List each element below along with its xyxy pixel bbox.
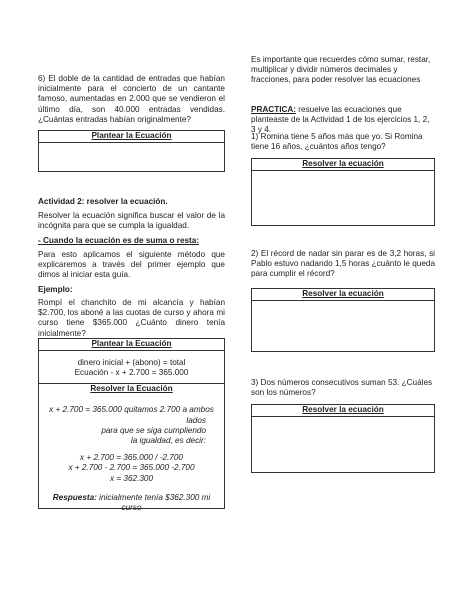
example-answer-label: Respuesta: [52, 492, 97, 502]
question-1: 1) Romina tiene 5 años más que yo. Si Romina tiene 16 años, ¿cuántos años tengo? [251, 132, 423, 152]
resolver-box-3-header: Resolver la ecuación [252, 405, 434, 417]
activity-2-title: Actividad 2: resolver la ecuación. [38, 197, 168, 206]
resolver-box-2 [251, 288, 435, 352]
example-eq-line1: dinero inicial + (abono) = total [77, 358, 186, 367]
sum-rest-subheading: - Cuando la ecuación es de suma o resta: [38, 236, 200, 245]
practica-body: resuelve las ecuaciones que planteaste de la Actividad 1 de los ejercicios 1, 2, 3 y 4. [251, 105, 430, 135]
example-step-3: para que se siga cumpliendo [101, 425, 206, 435]
resolver-box-1-header: Resolver la ecuación [252, 159, 434, 171]
question-3: 3) Dos números consecutivos suman 53. ¿Cuáles son los números? [251, 378, 433, 398]
example-step-4: la igualdad, es decir: [130, 436, 206, 446]
example-eq-line2: Ecuación - x + 2.700 = 365.000 [74, 368, 189, 378]
example-step-5: x + 2.700 = 365.000 / -2.700 [80, 453, 183, 463]
example-answer-text: inicialmente tenía $362.300 mi curso [96, 492, 211, 513]
example-plantear-header: Plantear la Ecuación [39, 339, 224, 351]
plantear-box-1-header: Plantear la Ecuación [39, 131, 224, 143]
plantear-box-1 [38, 130, 225, 172]
resolver-box-3 [251, 404, 435, 473]
question-2: 2) El récord de nadar sin parar es de 3,2 horas, si Pablo estuvo nadando 1,5 horas ¿cuánto le queda para cumplir el récord? [251, 249, 435, 279]
resolver-box-2-header: Resolver la ecuación [252, 289, 434, 301]
intro-text: Es importante que recuerdes cómo sumar, restar, multiplicar y dividir números decimales y fracciones, para poder resolver las ecuaciones [251, 55, 431, 85]
example-step-2: lados [186, 415, 206, 425]
example-label: Ejemplo: [38, 285, 73, 294]
example-text: Rompí el chanchito de mi alcancía y habían $2.700, los aboné a las cuotas de curso y ahora mi curso tiene $365.000 ¿Cuánto dinero tenía inicialmente? [38, 298, 225, 338]
example-step-7: x = 362.300 [109, 473, 154, 483]
example-answer [45, 493, 218, 513]
example-box [38, 338, 225, 513]
question-6: 6) El doble de la cantidad de entradas que habían inicialmente para el concierto de un cantante famoso, aumentadas en 2.000 que se vendieron el último día, son 40.000 entradas vendidas. ¿Cuántas entradas habían originalmente? [38, 74, 225, 124]
example-step-6: x + 2.700 - 2.700 = 365.000 -2.700 [68, 463, 195, 473]
practica-label: PRACTICA: [251, 105, 297, 114]
example-resolver-header: Resolver la Ecuación [90, 384, 173, 394]
resolver-box-1 [251, 158, 435, 226]
example-step-1: x + 2.700 = 365.000 quitamos 2.700 a ambos [49, 405, 214, 415]
method-intro: Para esto aplicamos el siguiente método que explicaremos a través del primer ejemplo que dimos al iniciar esta guía. [38, 250, 225, 280]
activity-2-text: Resolver la ecuación significa buscar el valor de la incógnita para que se cumpla la igualdad. [38, 211, 225, 231]
